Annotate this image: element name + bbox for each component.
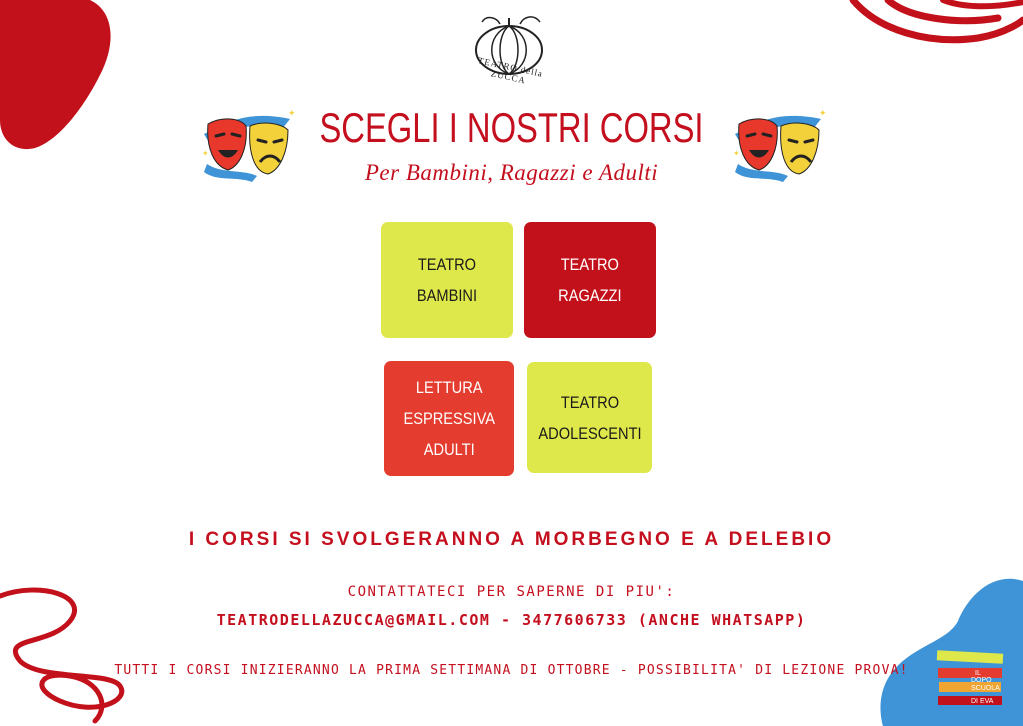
start-note: TUTTI I CORSI INIZIERANNO LA PRIMA SETTIMANA DI OTTOBRE - POSSIBILITA' DI LEZIONE PROVA! bbox=[114, 663, 909, 678]
course-tile-teatro-adolescenti bbox=[527, 362, 652, 473]
course-tile-teatro-ragazzi bbox=[524, 222, 656, 338]
course-label: TEATRO RAGAZZI bbox=[558, 255, 622, 305]
location-text: I CORSI SI SVOLGERANNO A MORBEGNO E A DELEBIO bbox=[188, 529, 835, 550]
course-label: LETTURA ESPRESSIVA ADULTI bbox=[403, 378, 495, 459]
decorative-swirl-top-right bbox=[848, 0, 1023, 60]
svg-text:IL: IL bbox=[975, 670, 981, 677]
svg-text:DI EVA: DI EVA bbox=[971, 698, 994, 705]
doposcuola-logo bbox=[935, 646, 1007, 710]
contact-intro: CONTATTATECI PER SAPERNE DI PIU': bbox=[347, 584, 676, 600]
page-subtitle: Per Bambini, Ragazzi e Adulti bbox=[364, 160, 659, 185]
svg-text:✦: ✦ bbox=[819, 108, 827, 118]
svg-text:✦: ✦ bbox=[288, 108, 296, 118]
svg-text:✦: ✦ bbox=[733, 149, 740, 158]
course-tile-lettura-espressiva bbox=[384, 361, 514, 476]
decorative-red-blob bbox=[0, 0, 115, 150]
svg-text:✦: ✦ bbox=[202, 149, 209, 158]
svg-text:SCUOLA: SCUOLA bbox=[971, 685, 1000, 692]
course-label: TEATRO BAMBINI bbox=[416, 255, 478, 305]
svg-text:DOPO: DOPO bbox=[971, 677, 992, 684]
page-title: SCEGLI I NOSTRI CORSI bbox=[319, 104, 704, 151]
course-label: TEATRO ADOLESCENTI bbox=[537, 392, 642, 443]
course-tile-teatro-bambini bbox=[381, 222, 513, 338]
contact-details: TEATRODELLAZUCCA@GMAIL.COM - 3477606733 (ANCHE WHATSAPP) bbox=[216, 611, 807, 629]
logo-text: TEATRO della ZUCCA bbox=[477, 55, 544, 86]
